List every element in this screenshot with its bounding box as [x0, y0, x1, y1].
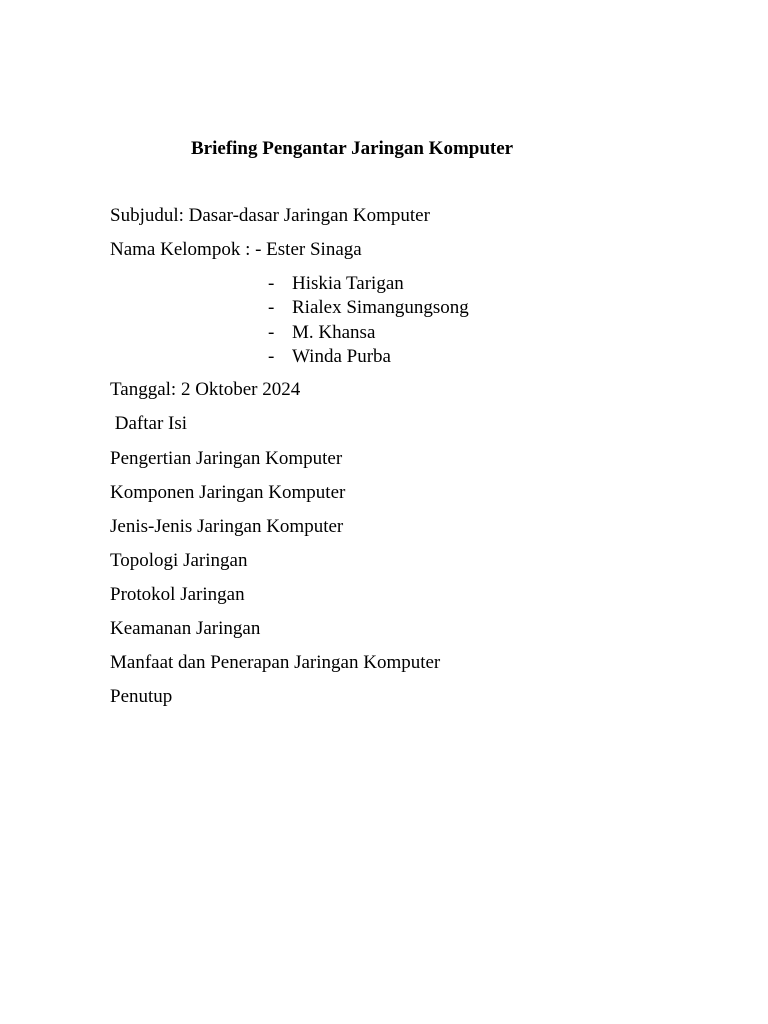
member-name: Hiskia Tarigan [292, 273, 404, 294]
table-of-contents [110, 447, 440, 719]
toc-item: Pengertian Jaringan Komputer [110, 448, 343, 469]
member-name: Rialex Simangungsong [292, 297, 469, 319]
date-line: Tanggal: 2 Oktober 2024 [110, 379, 301, 400]
subtitle-line: Subjudul: Dasar-dasar Jaringan Komputer [110, 205, 430, 226]
list-dash: - [268, 321, 275, 343]
toc-item: Manfaat dan Penerapan Jaringan Komputer [110, 652, 441, 673]
toc-item: Topologi Jaringan [110, 550, 248, 571]
toc-title: Daftar Isi [110, 413, 188, 434]
member-item [268, 345, 469, 369]
document-title: Briefing Pengantar Jaringan Komputer [191, 138, 514, 159]
list-dash: - [268, 345, 275, 367]
member-list [268, 272, 469, 369]
group-line: Nama Kelompok : - Ester Sinaga [110, 239, 362, 260]
list-dash: - [268, 273, 275, 294]
member-name: Winda Purba [292, 345, 391, 367]
toc-item: Komponen Jaringan Komputer [110, 482, 346, 503]
toc-item: Jenis-Jenis Jaringan Komputer [110, 516, 344, 537]
member-item [268, 272, 469, 296]
toc-item: Protokol Jaringan [110, 584, 245, 605]
member-item [268, 321, 469, 345]
member-item [268, 296, 469, 320]
toc-item: Keamanan Jaringan [110, 618, 261, 639]
list-dash: - [268, 297, 275, 319]
member-name: M. Khansa [292, 321, 376, 343]
toc-item: Penutup [110, 686, 173, 707]
